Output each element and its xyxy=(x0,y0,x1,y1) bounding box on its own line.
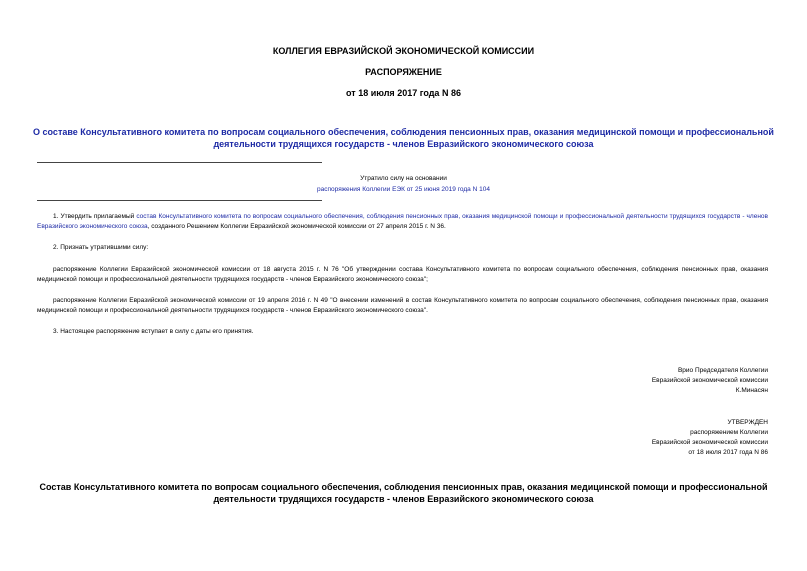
signature-line-2: Евразийской экономической комиссии xyxy=(651,377,768,384)
paragraph-5-text: 3. Настоящее распоряжение вступает в силу с даты его принятия. xyxy=(53,328,254,335)
doc-type: РАСПОРЯЖЕНИЕ xyxy=(365,67,442,77)
document-title[interactable]: О составе Консультативного комитета по вопросам социального обеспечения, соблюдения пенсионных прав, оказания медицинской помощи и профессиональной деятельности трудящихся государств - членов Евразийского экономического союза xyxy=(33,127,774,149)
doc-date-number: от 18 июля 2017 года N 86 xyxy=(346,88,461,98)
divider-top xyxy=(37,162,322,163)
status-line-1: Утратило силу на основании xyxy=(360,175,447,182)
paragraph-2 xyxy=(37,243,768,253)
paragraph-3 xyxy=(37,265,768,285)
paragraph-1 xyxy=(37,212,768,232)
approved-line-2: распоряжением Коллегии xyxy=(690,429,768,436)
composition-link[interactable]: состав Консультативного комитета по вопросам социального обеспечения, соблюдения пенсионных прав, оказания медицинской помощи и профессиональной деятельности трудящихся государств - членов Евразийского экономического союза xyxy=(37,213,768,230)
paragraph-4 xyxy=(37,296,768,316)
approved-line-1: УТВЕРЖДЕН xyxy=(727,419,768,426)
paragraph-5 xyxy=(37,327,768,337)
signature-line-1: Врио Председателя Коллегии xyxy=(677,367,768,374)
approved-block xyxy=(600,418,768,458)
annex-title: Состав Консультативного комитета по вопросам социального обеспечения, соблюдения пенсионных прав, оказания медицинской помощи и профессиональной деятельности трудящихся государств - членов Евразийского экономического союза xyxy=(39,482,768,504)
signature-block xyxy=(600,366,768,396)
approved-line-3: Евразийской экономической комиссии xyxy=(651,439,768,446)
paragraph-2-text: 2. Признать утратившими силу: xyxy=(53,244,149,251)
org-header: КОЛЛЕГИЯ ЕВРАЗИЙСКОЙ ЭКОНОМИЧЕСКОЙ КОМИССИИ xyxy=(272,46,535,56)
divider-bottom xyxy=(37,200,322,201)
paragraph-1-suffix: , созданного Решением Коллегии Евразийской экономической комиссии от 27 апреля 2015 г. N 36. xyxy=(147,223,446,230)
paragraph-1-prefix: 1. Утвердить прилагаемый xyxy=(53,213,137,220)
paragraph-3-text: распоряжение Коллегии Евразийской экономической комиссии от 18 августа 2015 г. N 76 "Об утверждении состава Консультативного комитета по вопросам социального обеспечения, соблюдения пенсионных прав, оказания медицинской помощи и профессиональной деятельности трудящихся государств - членов Евразийского экономического союза"; xyxy=(37,266,768,283)
approved-line-4: от 18 июля 2017 года N 86 xyxy=(688,449,768,456)
paragraph-4-text: распоряжение Коллегии Евразийской экономической комиссии от 19 апреля 2016 г. N 49 "О внесении изменений в состав Консультативного комитета по вопросам социального обеспечения, соблюдения пенсионных прав, оказания медицинской помощи и профессиональной деятельности трудящихся государств - членов Евразийского экономического союза". xyxy=(37,297,768,314)
signature-line-3: К.Минасян xyxy=(735,387,768,394)
status-repeal-link[interactable]: распоряжения Коллегии ЕЭК от 25 июня 2019 года N 104 xyxy=(317,186,490,193)
